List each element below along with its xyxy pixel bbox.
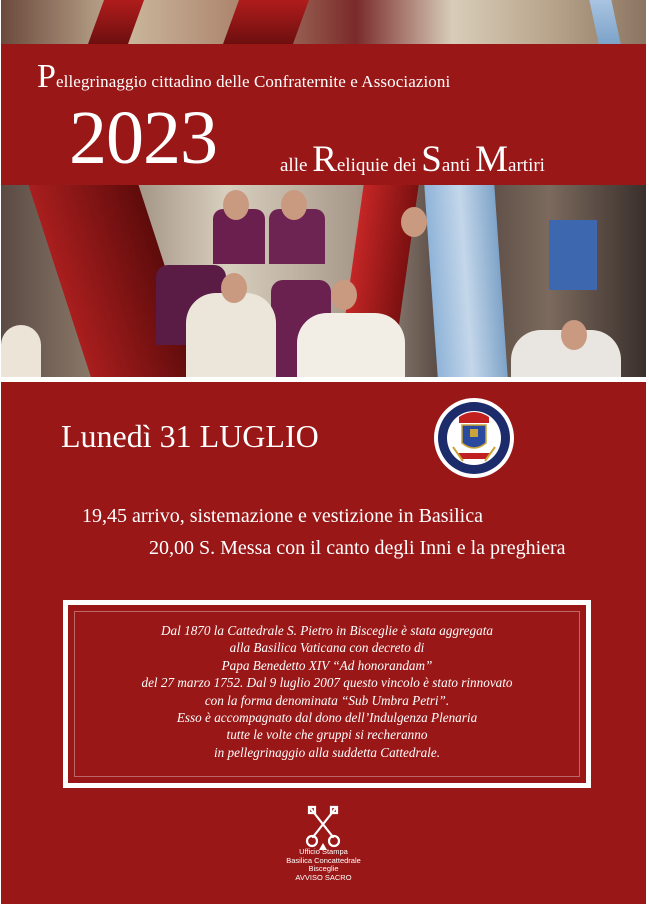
blue-banner	[589, 0, 620, 44]
figure	[1, 325, 41, 377]
event-date: Lunedì 31 LUGLIO	[61, 418, 319, 454]
blue-flag	[424, 185, 507, 377]
head	[221, 273, 247, 303]
header-title	[37, 58, 450, 96]
figure	[297, 313, 405, 377]
subtitle-part: artiri	[508, 155, 545, 176]
head	[331, 280, 357, 310]
info-line: Papa Benedetto XIV “Ad honorandam”	[221, 657, 433, 673]
procession-photo	[1, 185, 646, 377]
header-initial: P	[37, 58, 57, 95]
info-line: in pellegrinaggio alla suddetta Cattedrale.	[213, 744, 440, 760]
info-box	[63, 600, 591, 788]
info-line: Dal 1870 la Cattedrale S. Pietro in Bisceglie è stata aggregata	[161, 623, 493, 638]
head	[223, 190, 249, 220]
footer-line: AVVISO SACRO	[295, 872, 352, 882]
poster	[1, 0, 646, 904]
subtitle-part: anti	[441, 155, 476, 176]
subtitle-part: eliquie dei	[336, 155, 422, 176]
header-title-text: ellegrinaggio cittadino delle Confraternite e Associazioni	[56, 72, 451, 91]
info-line: del 27 marzo 1752. Dal 9 luglio 2007 questo vincolo è stato rinnovato	[141, 675, 513, 691]
info-line: tutte le volte che gruppi si recheranno	[226, 727, 428, 743]
confraternity-banner	[549, 220, 597, 290]
subtitle-initial: M	[475, 139, 509, 180]
crossed-keys-icon	[303, 803, 343, 851]
info-line: alla Basilica Vaticana con decreto di	[229, 640, 425, 656]
schedule-item: 20,00 S. Messa con il canto degli Inni e la preghiera	[149, 537, 566, 559]
subtitle-initial: R	[312, 139, 337, 180]
info-line: Esso è accompagnato dal dono dell’Indulgenza Plenaria	[176, 710, 478, 726]
red-drape	[88, 0, 144, 44]
red-drape	[223, 0, 309, 44]
head	[401, 207, 427, 237]
subtitle-part: alle	[280, 155, 313, 176]
head	[561, 320, 587, 350]
divider	[1, 377, 646, 382]
footer-line: Ufficio Stampa	[299, 847, 348, 856]
info-text	[68, 622, 586, 761]
subtitle-initial: S	[421, 139, 442, 180]
top-photo-strip	[1, 0, 646, 44]
footer	[1, 848, 646, 882]
footer-line: Basilica Concattedrale	[286, 855, 361, 865]
head	[281, 190, 307, 220]
basilica-seal-icon	[433, 397, 515, 479]
figure	[186, 293, 276, 377]
info-line: con la forma denominata “Sub Umbra Petri”.	[204, 692, 450, 708]
footer-line: Bisceglie	[308, 864, 339, 873]
year: 2023	[69, 96, 217, 180]
header-subtitle	[280, 138, 545, 181]
schedule-item: 19,45 arrivo, sistemazione e vestizione in Basilica	[82, 505, 483, 527]
